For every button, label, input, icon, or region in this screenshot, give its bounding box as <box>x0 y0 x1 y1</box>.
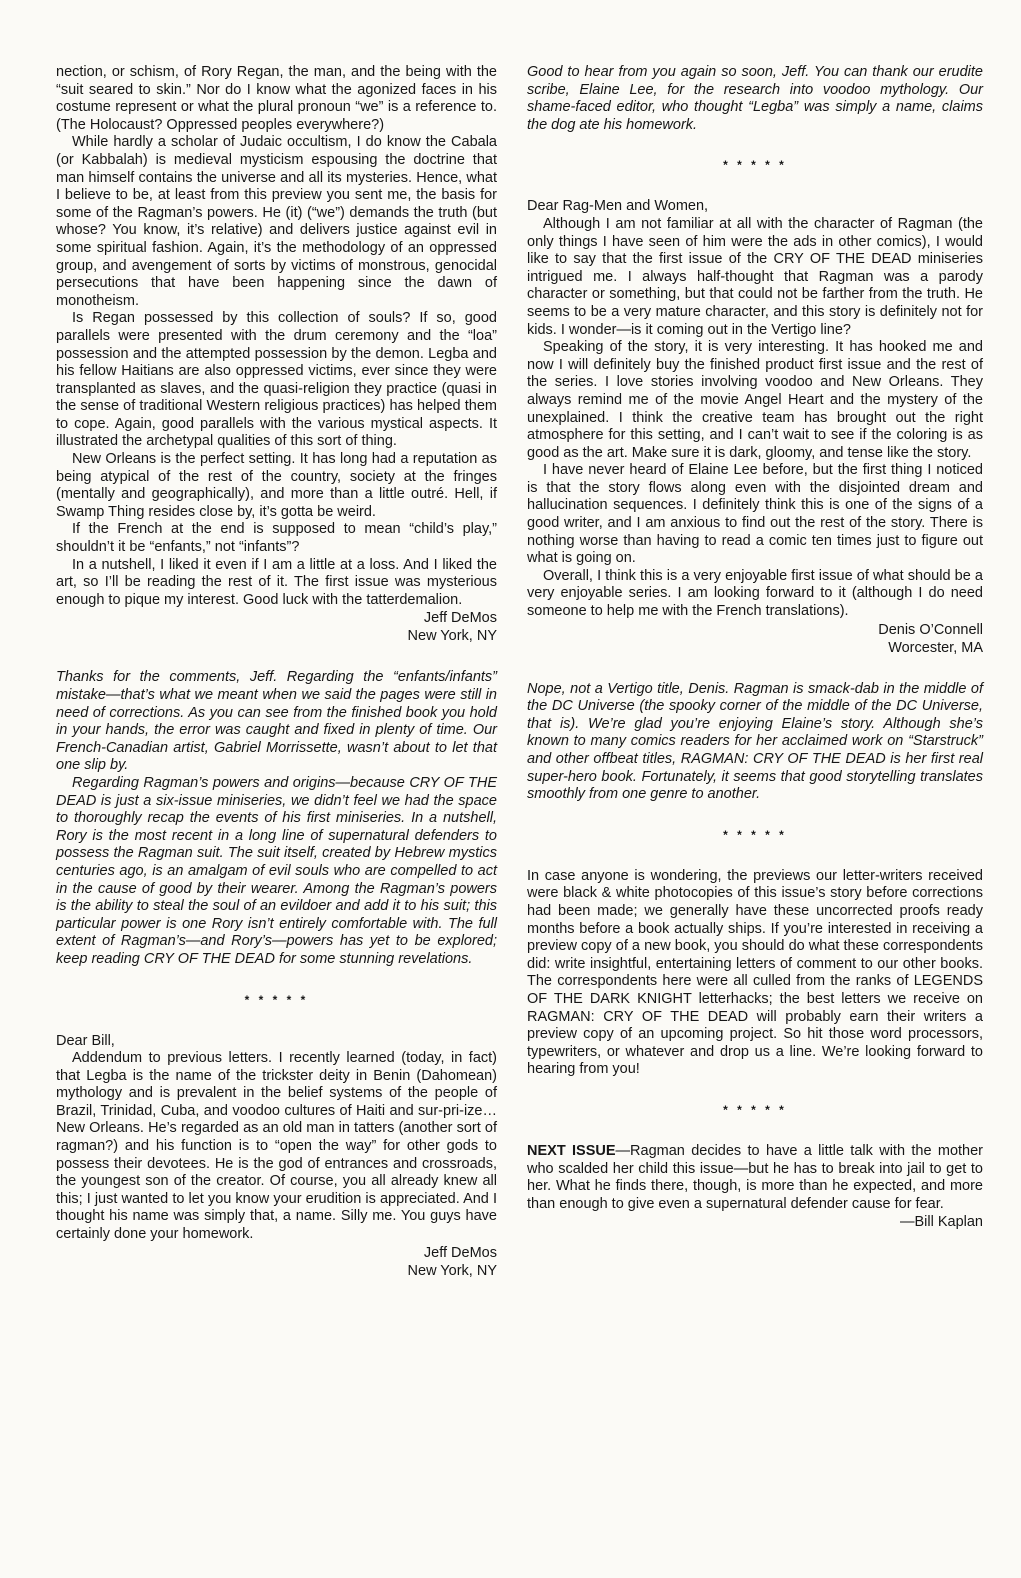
letter2-paragraph: Addendum to previous letters. I recently learned (today, in fact) that Legba is the name of the trickster deity in Benin (Dahomean) mythology and is prevalent in the belief systems of the people of Brazil, Trinidad, Cuba, and voodoo cultures of Haiti and sur-pri-ize…New Orleans. He’s regarded as an old man in tatters (another sort of ragman?) and his function is to “open the way” for other gods to possess their devotees. He is the god of entrances and crossroads, the youngest son of the creator. Of course, you all already knew all this; I just wanted to let you know your erudition is appreciated. And I thought his name was simply that, a name. Silly me. You guys have certainly done your homework. <box>56 1050 497 1243</box>
signature-name: Denis O’Connell <box>878 621 983 638</box>
letter1-paragraph: In a nutshell, I liked it even if I am a little at a loss. And I liked the art, so I’ll be reading the rest of it. The first issue was mysterious enough to pique my interest. Good luck with the tatterdemalion. <box>56 556 497 608</box>
left-column <box>56 64 497 1280</box>
letter1-paragraph: Is Regan possessed by this collection of souls? If so, good parallels were presented with the drum ceremony and the “loa” possession and the attempted possession by the demon. Legba and his fellow Haitians are also oppressed victims, ever since they were transplanted as slaves, and the quasi-religion they practice (quasi in the sense of traditional Western religious practices) has helped them to cope. Again, good parallels with the various mystical aspects. It illustrated the archetypal qualities of this sort of thing. <box>56 310 497 450</box>
editor-note: In case anyone is wondering, the previews our letter-writers received were black & white photocopies of this issue’s story before corrections had been made; we generally have these uncorrected proofs ready months before a book actually ships. If you’re interested in receiving a preview copy of a new book, you should do what these correspondents did: write insightful, entertaining letters of comment to our other books. The correspondents here were all culled from the ranks of LEGENDS OF THE DARK KNIGHT letterhacks; the best letters we receive on RAGMAN: CRY OF THE DEAD will probably earn their writers a preview copy of an upcoming project. So hit those word processors, typewriters, or whatever and drop us a line. We’re looking forward to hearing from you! <box>527 867 983 1078</box>
signature-name: Jeff DeMos <box>423 1244 497 1261</box>
letter2-salutation: Dear Bill, <box>56 1032 115 1049</box>
right-column <box>527 64 983 1231</box>
letter3-paragraph: Overall, I think this is a very enjoyable first issue of what should be a very enjoyable series. I am looking forward to it (although I do need someone to help me with the French translations). <box>527 567 983 620</box>
letter3-paragraph: Although I am not familiar at all with the character of Ragman (the only things I have seen of him were the ads in other comics), I would like to say that the first issue of the CRY OF THE DEAD miniseries intrigued me. I always half-thought that Ragman was a parody character or something, but that could not be farther from the truth. He seems to be a very mature character, and this story is definitely not for kids. I wonder—is it coming out in the Vertigo line? <box>527 215 983 338</box>
next-issue-label: NEXT ISSUE <box>527 1142 616 1159</box>
letter1-signature <box>56 609 497 645</box>
next-issue-blurb <box>527 1143 983 1213</box>
letter1-paragraph: While hardly a scholar of Judaic occultism, I do know the Cabala (or Kabbalah) is medieval mysticism espousing the doctrine that man himself contains the universe and all its mysteries. Hence, what I believe to be, at least from this preview you sent me, the basis for some of the Ragman’s powers. He (it) (“we”) demands the truth (but whose? You know, it’s relative) and delivers justice against evil in some spiritual fashion. Again, it’s the methodology of an oppressed group, and avengement of sorts by victims of monstrous, genocidal persecutions that have been happening since the dawn of monotheism. <box>56 134 497 309</box>
editor-reply: Thanks for the comments, Jeff. Regarding the “enfants/infants” mistake—that’s what we meant when we said the pages were still in need of corrections. As you can see from the finished book you hold in your hands, the error was caught and fixed in plenty of time. Our French-Canadian artist, Gabriel Morrissette, wasn’t about to let that one slip by. <box>56 669 497 774</box>
letter2-signature <box>56 1244 497 1280</box>
section-divider: * * * * * <box>723 158 787 173</box>
editor-reply: Good to hear from you again so soon, Jeff. You can thank our erudite scribe, Elaine Lee, for the research into voodoo mythology. Our shame-faced editor, who thought “Legba” was simply a name, claims the dog ate his homework. <box>527 64 983 133</box>
section-divider: * * * * * <box>244 992 309 1007</box>
section-divider: * * * * * <box>723 1102 787 1117</box>
signature-place: New York, NY <box>407 1262 497 1279</box>
next-issue-text: —Ragman decides to have a little talk with the mother who scalded her child this issue—but he has to break into jail to get to her. What he finds there, though, is more than he expected, and more than enough to give even a supernatural defender cause for fear. <box>527 1142 983 1212</box>
letter3-salutation: Dear Rag-Men and Women, <box>527 198 709 215</box>
section-divider: * * * * * <box>723 827 787 842</box>
letter1-paragraph: nection, or schism, of Rory Regan, the man, and the being with the “suit seared to skin.” Nor do I know what the agonized faces in his costume represent or what the plural pronoun “we” is a reference to. (The Holocaust? Oppressed peoples everywhere?) <box>56 64 497 133</box>
signature-name: Jeff DeMos <box>423 610 497 627</box>
letter3-paragraph: Speaking of the story, it is very interesting. It has hooked me and now I will definitely buy the finished product first issue and the rest of the series. I love stories involving voodoo and New Orleans. They always remind me of the movie Angel Heart and the mystery of the unexplained. I think the creative team has brought out the right atmosphere for this setting, and I can’t wait to see if the coloring is as good as the art. Make sure it is dark, gloomy, and tense like the story. <box>527 339 983 461</box>
letter3-paragraph: I have never heard of Elaine Lee before, but the first thing I noticed is that the story flows along even with the disjointed dream and hallucination sequences. I definitely think this is one of the signs of a good writer, and I am anxious to find out the rest of the story. There is nothing worse than having to read a comic ten times just to figure out what is going on. <box>527 462 983 567</box>
editor-signature: —Bill Kaplan <box>899 1214 983 1231</box>
letter3-signature <box>527 621 983 657</box>
editor-reply: Regarding Ragman’s powers and origins—because CRY OF THE DEAD is just a six-issue miniseries, we didn’t feel we had the space to thoroughly recap the events of his first miniseries. In a nutshell, Rory is the most recent in a long line of supernatural defenders to possess the Ragman suit. The suit itself, created by Hebrew mystics centuries ago, is an amalgam of evil souls who are compelled to act in the cause of good by their wearer. Among the Ragman’s powers is the ability to steal the soul of an evildoer and add it to his suit; this particular power is one Rory isn’t entirely comfortable with. The full extent of Ragman’s—and Rory’s—powers has yet to be explored; keep reading CRY OF THE DEAD for some stunning revelations. <box>56 774 497 967</box>
signature-place: New York, NY <box>407 628 497 645</box>
signature-place: Worcester, MA <box>888 639 983 656</box>
letter1-paragraph: New Orleans is the perfect setting. It has long had a reputation as being atypical of the rest of the country, society at the fringes (mentally and geographically), and more than a little outré. Hell, if Swamp Thing resides close by, it’s gotta be weird. <box>56 451 497 520</box>
editor-reply: Nope, not a Vertigo title, Denis. Ragman is smack-dab in the middle of the DC Universe (the spooky corner of the middle of the DC Universe, that is). We’re glad you’re enjoying Elaine’s story. Although she’s known to many comics readers for her acclaimed work on “Starstruck” and other offbeat titles, RAGMAN: CRY OF THE DEAD is her first real super-hero book. Fortunately, it seems that good storytelling translates smoothly from one genre to another. <box>527 680 983 803</box>
letter1-paragraph: If the French at the end is supposed to mean “child’s play,” shouldn’t it be “enfants,” not “infants”? <box>56 521 497 556</box>
